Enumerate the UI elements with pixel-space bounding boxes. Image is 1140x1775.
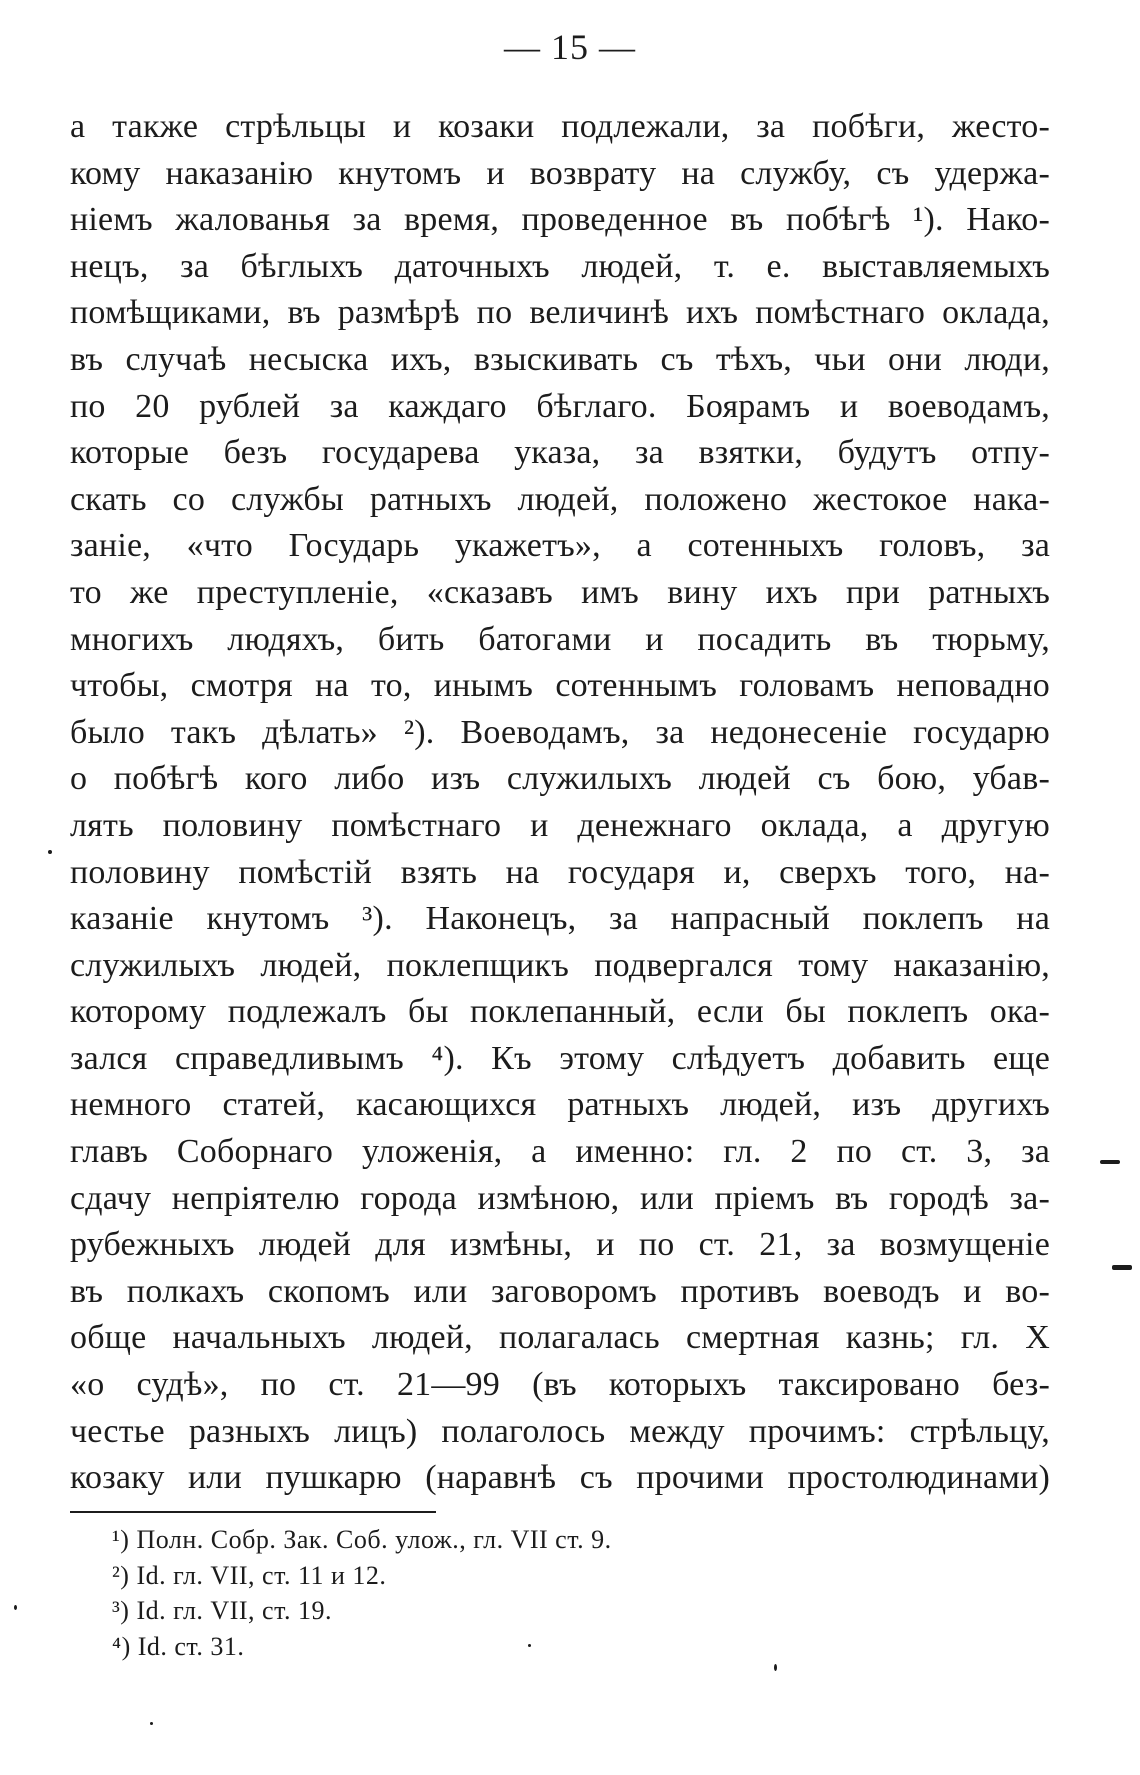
text-line: ніемъ жалованья за время, проведенное въ побѣгѣ ¹). Нако- [70, 201, 1050, 239]
text-line: о побѣгѣ кого либо изъ служилыхъ людей съ бою, убав- [70, 760, 1050, 798]
text-line: чтобы, смотря на то, инымъ сотеннымъ головамъ неповадно [70, 667, 1050, 705]
text-line: немного статей, касающихся ратныхъ людей, изъ другихъ [70, 1086, 1050, 1124]
text-line: лять половину помѣстнаго и денежнаго оклада, а другую [70, 806, 1050, 844]
footnote: ¹) Полн. Собр. Зак. Соб. улож., гл. VII ст. 9. [112, 1525, 612, 1554]
scan-speck [48, 850, 52, 854]
text-line: рубежныхъ людей для измѣны, и по ст. 21, за возмущеніе [70, 1226, 1050, 1264]
page-number: — 15 — [504, 27, 636, 67]
text-line: честье разныхъ лицъ) полаголось между прочимъ: стрѣльцу, [70, 1412, 1050, 1450]
text-line: въ случаѣ несыска ихъ, взыскивать съ тѣхъ, чьи они люди, [70, 340, 1050, 378]
footnote-divider [70, 1511, 436, 1513]
text-line: многихъ людяхъ, бить батогами и посадить въ тюрьму, [70, 620, 1050, 658]
scan-speck [528, 1644, 531, 1647]
scan-speck [150, 1722, 153, 1725]
scan-speck [1100, 1160, 1120, 1164]
text-line: «о судѣ», по ст. 21—99 (въ которыхъ таксировано без- [70, 1366, 1050, 1404]
footnote: ³) Id. гл. VII, ст. 19. [112, 1596, 332, 1625]
text-line: которому подлежалъ бы поклепанный, если бы поклепъ ока- [70, 993, 1050, 1031]
scan-speck [1112, 1265, 1132, 1270]
text-line: зался справедливымъ ⁴). Къ этому слѣдуетъ добавить еще [70, 1039, 1050, 1077]
text-line: главъ Соборнаго уложенія, а именно: гл. 2 по ст. 3, за [70, 1133, 1050, 1171]
text-line: служилыхъ людей, поклепщикъ подвергался тому наказанію, [70, 946, 1050, 984]
text-line: казаніе кнутомъ ³). Наконецъ, за напрасный поклепъ на [70, 900, 1050, 938]
text-line: заніе, «что Государь укажетъ», а сотенныхъ головъ, за [70, 527, 1050, 565]
text-line: кому наказанію кнутомъ и возврату на службу, съ удержа- [70, 154, 1050, 192]
text-line: то же преступленіе, «сказавъ имъ вину ихъ при ратныхъ [70, 573, 1050, 611]
text-line: нецъ, за бѣглыхъ даточныхъ людей, т. е. выставляемыхъ [70, 247, 1050, 285]
main-text [70, 104, 1050, 1502]
text-line: было такъ дѣлать» ²). Воеводамъ, за недонесеніе государю [70, 713, 1050, 751]
text-line: въ полкахъ скопомъ или заговоромъ противъ воеводъ и во- [70, 1272, 1050, 1310]
text-line: половину помѣстій взять на государя и, сверхъ того, на- [70, 853, 1050, 891]
text-line: которые безъ государева указа, за взятки, будутъ отпу- [70, 434, 1050, 472]
text-line: обще начальныхъ людей, полагалась смертная казнь; гл. X [70, 1319, 1050, 1357]
scan-speck [14, 1605, 17, 1610]
footnotes [112, 1522, 912, 1664]
text-line: а также стрѣльцы и козаки подлежали, за побѣги, жесто- [70, 108, 1050, 145]
scan-speck [774, 1664, 777, 1671]
text-line: помѣщиками, въ размѣрѣ по величинѣ ихъ помѣстнаго оклада, [70, 294, 1050, 332]
text-line: козаку или пушкарю (наравнѣ съ прочими простолюдинами) [70, 1459, 1050, 1497]
footnote: ⁴) Id. ст. 31. [112, 1631, 245, 1661]
text-line: сдачу непріятелю города измѣною, или пріемъ въ городѣ за- [70, 1179, 1050, 1217]
text-line: по 20 рублей за каждаго бѣглаго. Боярамъ и воеводамъ, [70, 387, 1050, 425]
text-line: скать со службы ратныхъ людей, положено жестокое нака- [70, 480, 1050, 518]
footnote: ²) Id. гл. VII, ст. 11 и 12. [112, 1560, 387, 1590]
